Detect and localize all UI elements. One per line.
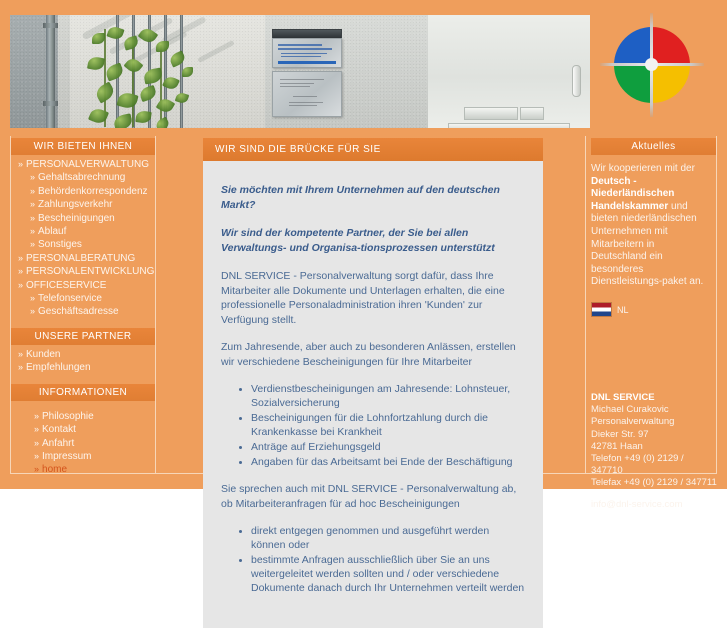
- frame-line-nav-divider: [155, 136, 156, 474]
- content-lead-1: Sie möchten mit Ihrem Unternehmen auf den deutschen Markt?: [221, 184, 500, 211]
- chevron-right-icon: »: [30, 306, 36, 317]
- content-paragraph-2: Zum Jahresende, aber auch zu besonderen Anlässen, erstellen wir verschiedene Bescheinigungen für Ihre Mitarbeiter: [221, 341, 516, 368]
- nav-section-header-unsere-partner: UNSERE PARTNER: [11, 328, 155, 345]
- chevron-right-icon: »: [18, 266, 24, 277]
- list-item: • Verdienstbescheinigungen am Jahresende: Lohnsteuer, Sozialversicherung: [251, 382, 525, 410]
- content-body: [203, 161, 543, 628]
- chevron-right-icon: »: [30, 226, 36, 237]
- sidebar-item-anfahrt[interactable]: [11, 437, 155, 450]
- sidebar-item-label: Telefonservice: [38, 293, 102, 305]
- sidebar-item-label: Anfahrt: [42, 437, 75, 449]
- nav-section-gap: [11, 375, 155, 384]
- news-text-part2: und bieten niederländischen Unternehmen mit Mitarbeitern in Deutschland ein besonderes Dienstleistungs-paket an.: [591, 200, 704, 288]
- logo-quadrant-yellow: [652, 65, 690, 103]
- contact-email-link[interactable]: info@dnl-service.com: [591, 498, 683, 510]
- sidebar-item-home[interactable]: [11, 463, 155, 476]
- right-sidebar: [586, 138, 717, 510]
- sidebar-item-personalberatung[interactable]: [11, 252, 155, 265]
- content-paragraph-3: Sie sprechen auch mit DNL SERVICE - Personalverwaltung ab, ob Mitarbeiteranfragen für ad hoc Bescheinigungen: [221, 483, 517, 510]
- netherlands-flag-icon[interactable]: [591, 302, 612, 317]
- sidebar-item-impressum[interactable]: [11, 450, 155, 463]
- sidebar-item-label: OFFICESERVICE: [26, 279, 107, 291]
- name-plaque-upper: [272, 38, 342, 68]
- contact-street: Dieker Str. 97: [591, 428, 649, 440]
- nav-section-header-wir-bieten-ihnen: WIR BIETEN IHNEN: [11, 138, 155, 155]
- sidebar-item-label: Sonstiges: [38, 239, 82, 251]
- entrance-door: [428, 15, 590, 128]
- sidebar-item-label: Behördenkorrespondenz: [38, 185, 148, 197]
- sidebar-item-label: PERSONALVERWALTUNG: [26, 159, 150, 170]
- content-lead-2: Wir sind der kompetente Partner, der Sie bei allen Verwaltungs- und Organisa-tionsprozessen unterstützt: [221, 227, 495, 254]
- sidebar-item-label: PERSONALENTWICKLUNG: [26, 266, 155, 278]
- language-switch-nl[interactable]: [591, 302, 629, 317]
- logo-quadrant-red: [652, 27, 690, 65]
- sidebar-item-label: Zahlungsverkehr: [38, 199, 113, 211]
- sidebar-item-label: PERSONALBERATUNG: [26, 252, 136, 264]
- news-header-bar: Aktuelles: [591, 138, 716, 155]
- sidebar-item-sonstiges[interactable]: [11, 238, 155, 251]
- sidebar-item-label: Geschäftsadresse: [38, 306, 119, 318]
- chevron-right-icon: »: [30, 239, 36, 250]
- contact-person: Michael Curakovic: [591, 404, 669, 416]
- chevron-right-icon: »: [18, 362, 24, 373]
- sidebar-item-label: Bescheinigungen: [38, 212, 115, 224]
- sidebar-item-personalentwicklung[interactable]: [11, 265, 155, 278]
- chevron-right-icon: »: [30, 185, 36, 196]
- chevron-right-icon: »: [30, 293, 36, 304]
- news-text-part1: Wir kooperieren mit der: [591, 163, 695, 174]
- chevron-right-icon: »: [30, 212, 36, 223]
- contact-fax: Telefax +49 (0) 2129 / 347711: [591, 477, 717, 489]
- downpipe-band: [43, 101, 58, 106]
- list-item: • Anträge auf Erziehungsgeld: [251, 440, 525, 454]
- logo-area: [592, 15, 717, 128]
- main-content-panel: [203, 138, 543, 628]
- chevron-right-icon: »: [18, 252, 24, 263]
- sidebar-item-zahlungsverkehr[interactable]: [11, 198, 155, 211]
- content-paragraph-1: DNL SERVICE - Personalverwaltung sorgt dafür, dass Ihre Mitarbeiter alle Dokumente und Unterlagen erhalten, die eine professionelle Personaladministration ihren 'Kunden' zur Verfügung stellt.: [221, 270, 505, 326]
- sidebar-item-label: Impressum: [42, 450, 92, 462]
- contact-phone: Telefon +49 (0) 2129 / 347710: [591, 453, 684, 477]
- sidebar-item-personalverwaltung[interactable]: [11, 158, 155, 171]
- downpipe: [46, 15, 55, 128]
- ivy-plant: [70, 23, 220, 128]
- chevron-right-icon: »: [34, 437, 40, 448]
- door-handle: [572, 65, 581, 97]
- logo-center-dot: [645, 58, 658, 71]
- chevron-right-icon: »: [18, 159, 24, 169]
- nav-section-header-informationen: INFORMATIONEN: [11, 384, 155, 401]
- chevron-right-icon: »: [34, 450, 40, 461]
- sidebar-navigation: [11, 138, 155, 477]
- sidebar-item-gehaltsabrechnung[interactable]: [11, 171, 155, 184]
- sidebar-item-label: Ablauf: [38, 226, 67, 238]
- content-header-bar: WIR SIND DIE BRÜCKE FÜR SIE: [203, 138, 543, 161]
- name-plaque-lower: [272, 71, 342, 117]
- contact-block: [591, 392, 717, 511]
- list-item: • bestimmte Anfragen ausschließlich über Sie an uns weitergeleitet werden sollten und / oder verschiedene Dokumente danach durch Ihr Unternehmen verteilt werden: [251, 553, 525, 595]
- news-text: [586, 155, 717, 289]
- sidebar-item-telefonservice[interactable]: [11, 292, 155, 305]
- sidebar-item-label: Kontakt: [42, 424, 76, 436]
- sidebar-item-empfehlungen[interactable]: [11, 361, 155, 374]
- sidebar-item-officeservice[interactable]: [11, 279, 155, 292]
- sidebar-item-label: Kunden: [26, 348, 61, 360]
- chevron-right-icon: »: [34, 424, 40, 435]
- list-item: • direkt entgegen genommen und ausgeführt werden können oder: [251, 524, 525, 552]
- language-label-nl[interactable]: NL: [617, 304, 629, 315]
- mail-slot: [448, 123, 570, 128]
- sidebar-item-ablauf[interactable]: [11, 225, 155, 238]
- sidebar-item-bescheinigungen[interactable]: [11, 212, 155, 225]
- sidebar-item-philosophie[interactable]: [11, 410, 155, 423]
- header-banner-photo: [10, 15, 590, 128]
- options-list: [221, 524, 525, 595]
- list-item: • Angaben für das Arbeitsamt bei Ende der Beschäftigung: [251, 455, 525, 469]
- ivy-stem: [160, 45, 162, 127]
- sidebar-item-label: Philosophie: [42, 410, 94, 422]
- contact-city: 42781 Haan: [591, 440, 643, 452]
- nav-section-gap: [11, 319, 155, 328]
- ivy-stem: [132, 37, 134, 127]
- sidebar-item-label: Gehaltsabrechnung: [38, 172, 126, 184]
- mail-slot: [464, 107, 518, 120]
- news-text-bold: Deutsch - Niederländischen Handelskammer: [591, 175, 675, 212]
- mail-slot: [520, 107, 544, 120]
- chevron-right-icon: »: [18, 348, 24, 359]
- contact-department: Personalverwaltung: [591, 416, 675, 428]
- list-item: • Bescheinigungen für die Lohnfortzahlung durch die Krankenkasse bei Krankheit: [251, 411, 525, 439]
- banner-photo-image: [10, 15, 590, 128]
- sidebar-item-label: home: [42, 464, 68, 476]
- sidebar-item-geschäftsadresse[interactable]: [11, 305, 155, 318]
- chevron-right-icon: »: [30, 172, 36, 183]
- chevron-right-icon: »: [30, 199, 36, 210]
- sidebar-item-kontakt[interactable]: [11, 423, 155, 436]
- logo-quadrant-green: [614, 65, 652, 103]
- chevron-right-icon: »: [18, 279, 24, 290]
- downpipe-band: [43, 23, 58, 28]
- services-list: [221, 382, 525, 469]
- chevron-right-icon: »: [34, 410, 40, 421]
- contact-company: DNL SERVICE: [591, 392, 655, 403]
- sidebar-item-kunden[interactable]: [11, 348, 155, 361]
- sidebar-item-behördenkorrespondenz[interactable]: [11, 185, 155, 198]
- dnl-service-logo-icon: [614, 27, 690, 103]
- sidebar-item-label: Empfehlungen: [26, 362, 91, 374]
- chevron-right-icon: »: [34, 464, 40, 475]
